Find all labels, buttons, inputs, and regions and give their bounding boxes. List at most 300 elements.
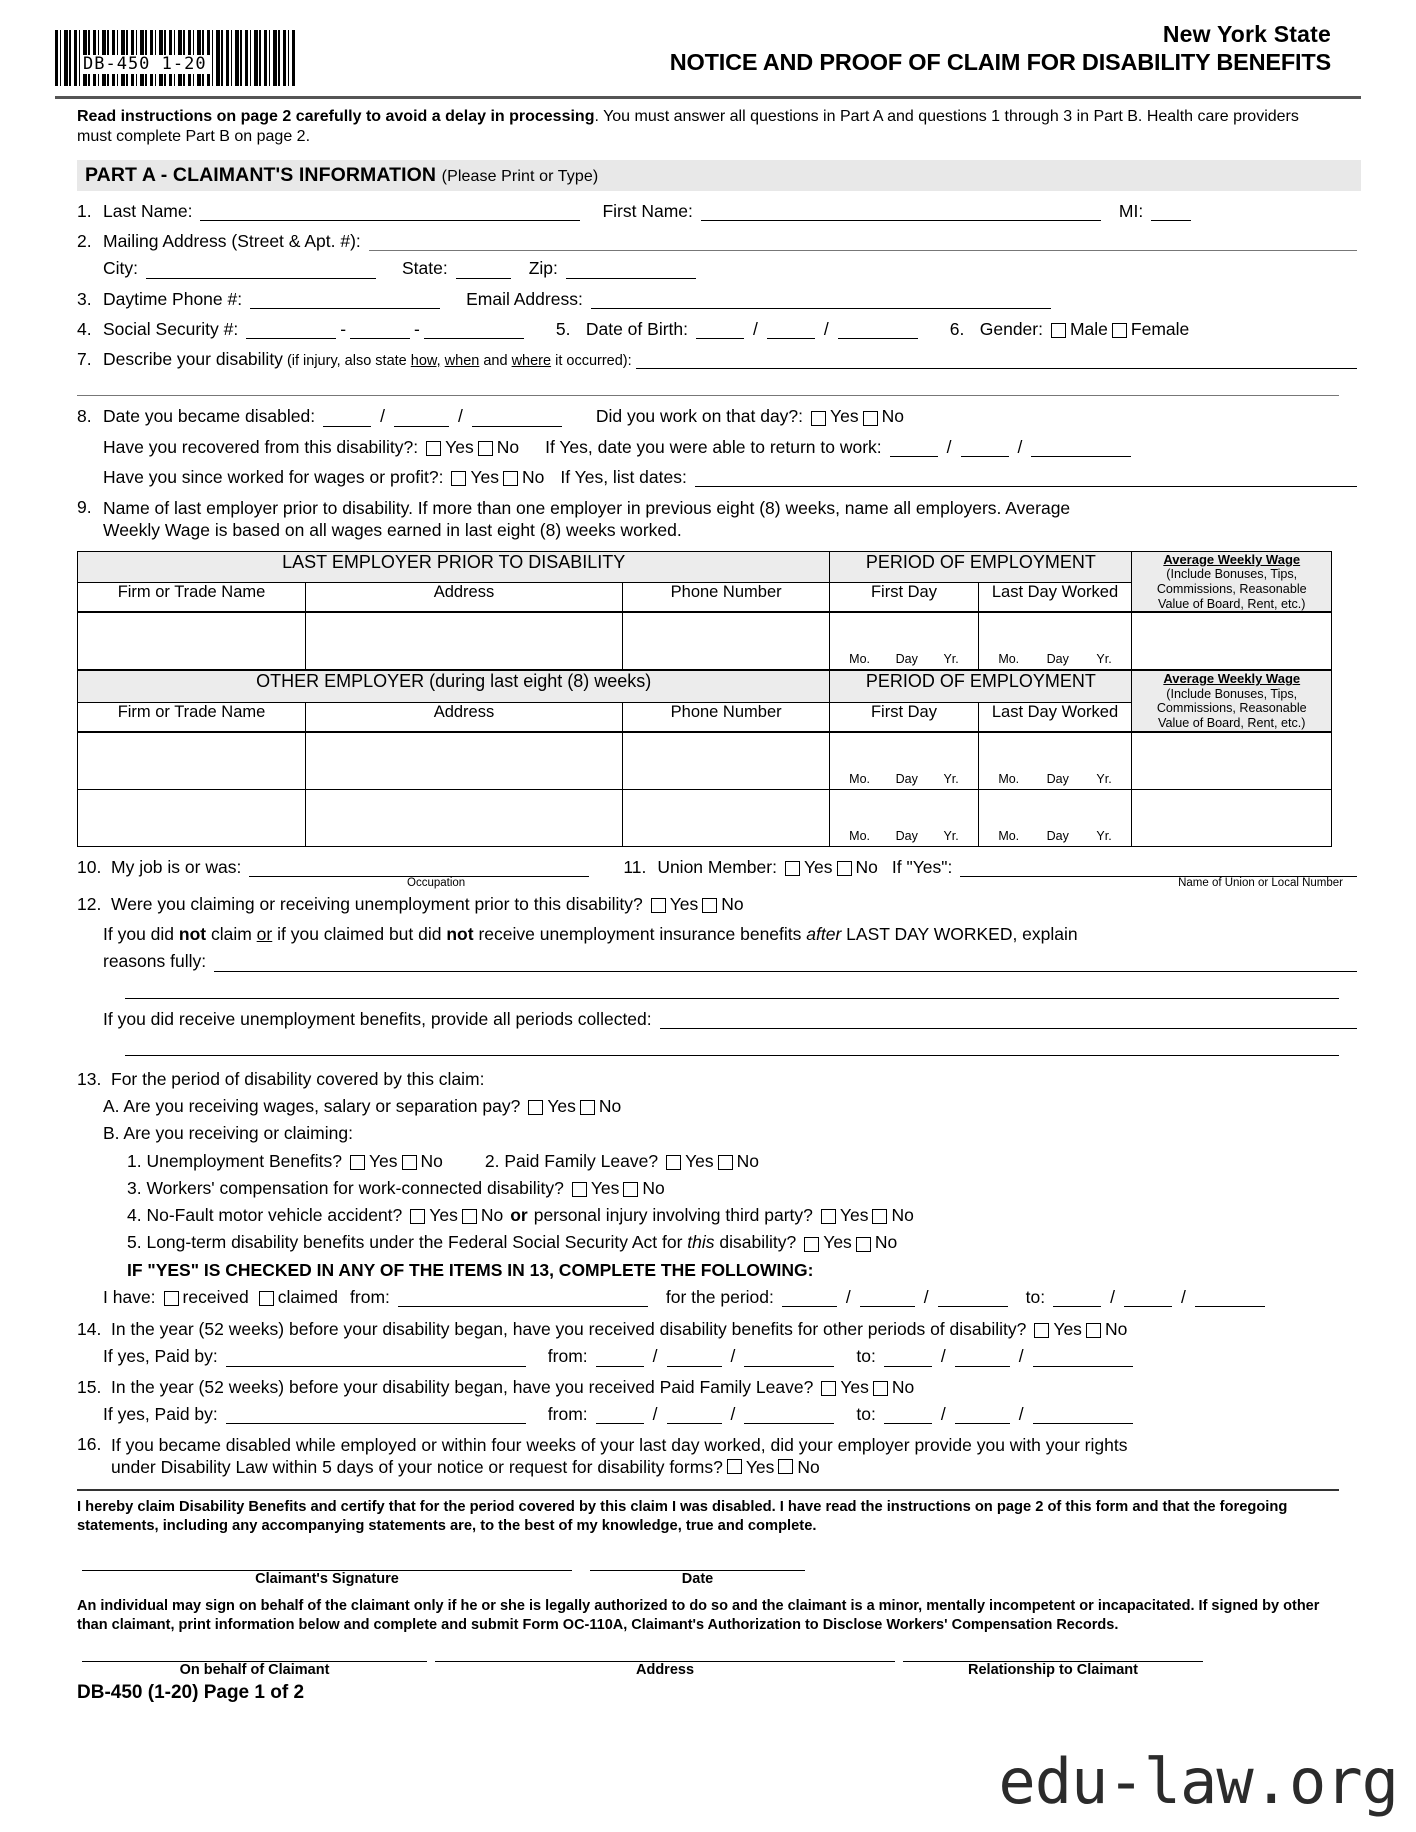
last-day-input-2[interactable] [978, 732, 1132, 790]
header-divider [55, 96, 1361, 99]
recovered-yes-checkbox[interactable] [426, 441, 441, 456]
q13b4b-yes-label: Yes [839, 1205, 869, 1226]
period-band-1: PERIOD OF EMPLOYMENT [830, 551, 1132, 583]
list-dates-label: If Yes, list dates: [560, 466, 687, 487]
phone-label: Daytime Phone #: [103, 288, 243, 309]
union-member-label: Union Member: [657, 856, 777, 877]
recovered-yes-label: Yes [445, 436, 474, 457]
occupation-label: My job is or was: [111, 856, 242, 877]
address-block[interactable] [435, 1661, 895, 1678]
q14-no-label: No [1104, 1319, 1128, 1340]
q13-to-day-input[interactable] [1124, 1289, 1172, 1307]
employer-table [77, 551, 1332, 847]
hint-when: when [444, 352, 480, 369]
union-name-caption: Name of Union or Local Number [1178, 876, 1343, 889]
form-id-footer: DB-450 (1-20) Page 1 of 2 [77, 1681, 305, 1703]
expl-c: if you claimed but did [272, 924, 447, 945]
date-disabled-month-input[interactable] [323, 409, 371, 427]
expl-b: claim [206, 924, 257, 945]
last-day-input-3[interactable] [978, 789, 1132, 846]
first-day-input-1[interactable] [830, 612, 978, 670]
question-14-row [77, 1320, 1361, 1339]
awe-l1-1: (Include Bonuses, Tips, [1166, 567, 1298, 582]
relationship-block[interactable] [903, 1661, 1203, 1678]
employer-table-row-1 [78, 612, 1332, 670]
gender-male-checkbox[interactable] [1051, 323, 1066, 338]
question-7-row [77, 350, 1361, 369]
q13b4-row [127, 1206, 1361, 1225]
q13b-label: B. Are you receiving or claiming: [103, 1123, 353, 1144]
last-employer-band: LAST EMPLOYER PRIOR TO DISABILITY [78, 551, 830, 583]
i-have-label: I have: [103, 1286, 156, 1307]
q3-number: 3. [77, 288, 92, 309]
ssn-label: Social Security #: [103, 318, 239, 339]
on-behalf-block[interactable] [82, 1661, 427, 1678]
mi-input[interactable] [1151, 203, 1191, 221]
q14-paid-by-label: If yes, Paid by: [103, 1346, 218, 1367]
question-2-row [77, 232, 1361, 251]
col-address-1: Address [306, 583, 623, 612]
yr-label: Yr. [943, 828, 959, 843]
union-yes-checkbox[interactable] [785, 861, 800, 876]
mo-label: Mo. [998, 828, 1020, 843]
q13a-no-checkbox[interactable] [580, 1100, 595, 1115]
q2-number: 2. [77, 231, 92, 252]
city-state-zip-row [103, 259, 1361, 278]
q15-from-day-input[interactable] [667, 1406, 722, 1424]
q13b2-no-checkbox[interactable] [718, 1155, 733, 1170]
q13b5-no-label: No [874, 1232, 898, 1253]
claimant-signature-label: Claimant's Signature [255, 1571, 399, 1588]
q14-from-day-input[interactable] [667, 1349, 722, 1367]
firm-input-1[interactable] [78, 612, 306, 670]
q10-number: 10. [77, 856, 102, 877]
mailing-address-label: Mailing Address (Street & Apt. #): [103, 231, 361, 252]
employer-table-row-3 [78, 789, 1332, 846]
dob-day-input[interactable] [767, 321, 815, 339]
periods-collected-input-2[interactable] [125, 1055, 1339, 1056]
dob-month-input[interactable] [696, 321, 744, 339]
claimant-signature-block[interactable] [82, 1570, 572, 1587]
recovered-label: Have you recovered from this disability?: [103, 436, 419, 457]
since-worked-label: Have you since worked for wages or profit?: [103, 466, 444, 487]
city-label: City: [103, 258, 138, 279]
certification-divider [77, 1489, 1339, 1491]
q13a-row [103, 1097, 1361, 1116]
return-year-input[interactable] [1031, 439, 1131, 457]
q15-paid-by-row: If yes, Paid by: from: / / to: / / [103, 1405, 1361, 1424]
captions-row [77, 877, 1361, 893]
recovered-no-checkbox[interactable] [478, 441, 493, 456]
instructions-text [77, 107, 1327, 148]
q13a-yes-checkbox[interactable] [528, 1100, 543, 1115]
reasons-fully-input-2[interactable] [125, 998, 1339, 999]
q9-line1: Name of last employer prior to disability. If more than one employer in previous eight (8) weeks, name all employers. Average [103, 498, 1071, 519]
address-input-1[interactable] [306, 612, 623, 670]
unemployment-prior-label: Were you claiming or receiving unemployment prior to this disability? [111, 893, 643, 914]
q6-number: 6. [949, 318, 965, 339]
last-name-input[interactable] [200, 203, 580, 221]
city-input[interactable] [146, 261, 376, 279]
q4-number: 4. [77, 318, 92, 339]
expl-not1: not [178, 924, 207, 945]
periods-collected-label: If you did receive unemployment benefits, provide all periods collected: [103, 1008, 652, 1029]
periods-collected-input-1[interactable] [660, 1011, 1357, 1029]
q13a-no-label: No [598, 1096, 622, 1117]
expl-a: If you did [103, 924, 179, 945]
on-behalf-row [77, 1661, 1361, 1678]
employer-table-band-row-2 [78, 670, 1332, 702]
average-weekly-wage-header-2 [1132, 670, 1332, 731]
occupation-caption: Occupation [407, 876, 466, 889]
col-phone-2: Phone Number [622, 702, 829, 731]
part-a-bar [77, 160, 1361, 191]
q13-from-label: from: [350, 1286, 390, 1307]
q13-period-day-input[interactable] [860, 1289, 915, 1307]
q15-from-label: from: [547, 1403, 588, 1424]
question-8-row: 8. Date you became disabled: / / Did you work on that day?: Yes No [77, 406, 904, 427]
q13b1-yes-checkbox[interactable] [350, 1155, 365, 1170]
state-label: State: [402, 258, 448, 279]
q13b5-yes-checkbox[interactable] [804, 1237, 819, 1252]
ssn-part1-input[interactable] [246, 321, 336, 339]
work-that-day-no-checkbox[interactable] [863, 411, 878, 426]
reasons-fully-input-1[interactable] [214, 954, 1357, 972]
first-day-input-3[interactable] [830, 789, 978, 846]
mo-label: Mo. [998, 771, 1020, 786]
q13b4-yes-label: Yes [429, 1205, 458, 1226]
q14-to-day-input[interactable] [955, 1349, 1010, 1367]
work-that-day-yes-checkbox[interactable] [811, 411, 826, 426]
q15-no-checkbox[interactable] [873, 1381, 888, 1396]
q13-period-month-input[interactable] [782, 1289, 837, 1307]
return-month-input[interactable] [890, 439, 938, 457]
q13-to-month-input[interactable] [1053, 1289, 1101, 1307]
q15-to-label: to: [856, 1403, 876, 1424]
q14-from-label: from: [547, 1346, 588, 1367]
q16-line1: If you became disabled while employed or within four weeks of your last day worked, did your employer provide you with your rights [111, 1435, 1128, 1456]
average-weekly-wage-header-1 [1132, 551, 1332, 612]
disability-desc-label: Describe your disability [103, 349, 283, 370]
q15-to-month-input[interactable] [884, 1406, 932, 1424]
col-firm-1: Firm or Trade Name [78, 583, 306, 612]
firm-input-2[interactable] [78, 732, 306, 790]
q14-yes-label: Yes [1053, 1319, 1082, 1340]
address-label: Address [635, 1661, 695, 1678]
q13b5-a: 5. Long-term disability benefits under the Federal Social Security Act for [127, 1232, 688, 1253]
q13b4-label: 4. No-Fault motor vehicle accident? [127, 1205, 403, 1226]
awe-l3-2: Value of Board, Rent, etc.) [1157, 716, 1306, 731]
address-input-2[interactable] [306, 732, 623, 790]
question-12-row [77, 895, 1361, 914]
firm-input-3[interactable] [78, 789, 306, 846]
relationship-label: Relationship to Claimant [968, 1661, 1138, 1678]
col-address-2: Address [306, 702, 623, 731]
expl-or: or [256, 924, 273, 945]
mo-label: Mo. [849, 828, 871, 843]
unemployment-prior-yes-checkbox[interactable] [651, 898, 666, 913]
q13-i-have-row: I have: received claimed from: for the period: / / to: / / [103, 1288, 1361, 1307]
on-behalf-label: On behalf of Claimant [179, 1661, 330, 1678]
first-day-input-2[interactable] [830, 732, 978, 790]
q7-number: 7. [77, 349, 92, 370]
last-day-mdy-3 [979, 829, 1132, 843]
employer-table-band-row-1 [78, 551, 1332, 583]
yr-label: Yr. [943, 771, 959, 786]
mailing-address-input[interactable] [369, 233, 1357, 251]
mi-label: MI: [1118, 200, 1144, 221]
gender-female-label: Female [1130, 318, 1190, 339]
q16-text [111, 1435, 1127, 1479]
q1-number: 1. [77, 200, 92, 221]
q12-periods-row [103, 1010, 1361, 1029]
part-a-subtitle: (Please Print or Type) [441, 167, 599, 185]
email-input[interactable] [591, 291, 1051, 309]
form-title: NOTICE AND PROOF OF CLAIM FOR DISABILITY BENEFITS [669, 49, 1331, 76]
gender-female-checkbox[interactable] [1112, 323, 1127, 338]
q13b1-no-checkbox[interactable] [402, 1155, 417, 1170]
cert-line1: I hereby claim Disability Benefits and certify that for the period covered by this claim I was disabled. I have read the instructions on page 2 of this form and that the foregoing [77, 1498, 1288, 1515]
last-day-mdy-1 [979, 652, 1132, 666]
q13b5-no-checkbox[interactable] [856, 1237, 871, 1252]
q15-number: 15. [77, 1376, 102, 1397]
q13b3-yes-checkbox[interactable] [572, 1182, 587, 1197]
q15-paid-by-label: If yes, Paid by: [103, 1403, 218, 1424]
q13b4b-yes-checkbox[interactable] [821, 1209, 836, 1224]
phone-input-1[interactable] [622, 612, 829, 670]
q14-yes-checkbox[interactable] [1034, 1323, 1049, 1338]
q16-number: 16. [77, 1434, 102, 1455]
q13b2-yes-checkbox[interactable] [666, 1155, 681, 1170]
address-input-3[interactable] [306, 789, 623, 846]
q15-to-year-input[interactable] [1033, 1406, 1133, 1424]
question-10-11-row [77, 858, 1361, 877]
certification-text [77, 1498, 1332, 1536]
q14-from-year-input[interactable] [744, 1349, 834, 1367]
q14-paid-by-input[interactable] [226, 1349, 526, 1367]
day-label: Day [1046, 828, 1069, 843]
list-dates-input[interactable] [695, 469, 1357, 487]
q13-to-label: to: [1025, 1286, 1046, 1307]
note-line2: other than claimant, print information below and complete and submit Form OC-110A, Claimant's Authorization to Disclose Workers' Compensation Records. [77, 1598, 1320, 1633]
q12-reasons-row [103, 952, 1361, 971]
q13b3-row [127, 1179, 1361, 1198]
since-worked-no-checkbox[interactable] [503, 471, 518, 486]
date-disabled-year-input[interactable] [472, 409, 562, 427]
q13b3-label: 3. Workers' compensation for work-connected disability? [127, 1177, 564, 1198]
q13b4b-no-checkbox[interactable] [872, 1209, 887, 1224]
signature-note [77, 1597, 1332, 1635]
page-header [0, 0, 1416, 92]
gender-male-label: Male [1069, 318, 1108, 339]
q16-no-label: No [797, 1457, 820, 1477]
col-phone-1: Phone Number [622, 583, 829, 612]
q13b-row [103, 1124, 1361, 1143]
awe-l2-2: Commissions, Reasonable [1156, 701, 1307, 716]
reasons-fully-label: reasons fully: [103, 951, 207, 972]
q14-from-month-input[interactable] [596, 1349, 644, 1367]
date-label: Date [681, 1571, 714, 1588]
q13b5-this: this [687, 1232, 715, 1253]
period-band-2: PERIOD OF EMPLOYMENT [830, 670, 1132, 702]
q14-to-month-input[interactable] [884, 1349, 932, 1367]
cert-line2: statements, including any accompanying statements are, to the best of my knowledge, true and complete. [77, 1517, 817, 1534]
day-label: Day [895, 771, 918, 786]
q15-yes-checkbox[interactable] [821, 1381, 836, 1396]
q15-label: In the year (52 weeks) before your disability began, have you received Paid Family Leave? [111, 1376, 814, 1397]
q13a-label: A. Are you receiving wages, salary or separation pay? [103, 1096, 521, 1117]
since-worked-no-label: No [522, 466, 545, 487]
work-that-day-yes-label: Yes [830, 406, 859, 427]
received-checkbox[interactable] [164, 1291, 179, 1306]
q8-number: 8. [77, 406, 92, 427]
union-no-checkbox[interactable] [837, 861, 852, 876]
claimed-checkbox[interactable] [259, 1291, 274, 1306]
awe-title-1: Average Weekly Wage [1163, 551, 1301, 567]
since-worked-yes-label: Yes [470, 466, 500, 487]
occupation-input[interactable] [249, 859, 589, 877]
part-a-title: PART A - CLAIMANT'S INFORMATION [85, 163, 437, 186]
yr-label: Yr. [1096, 828, 1112, 843]
day-label: Day [895, 828, 918, 843]
mo-label: Mo. [998, 652, 1020, 667]
q14-no-checkbox[interactable] [1086, 1323, 1101, 1338]
q14-paid-by-row: If yes, Paid by: from: / / to: / / [103, 1347, 1361, 1366]
date-disabled-label: Date you became disabled: [103, 406, 316, 427]
awe-l2-1: Commissions, Reasonable [1156, 582, 1307, 597]
day-label: Day [895, 652, 918, 667]
q13b3-no-checkbox[interactable] [623, 1182, 638, 1197]
q16-no-checkbox[interactable] [778, 1459, 793, 1474]
q15-to-day-input[interactable] [955, 1406, 1010, 1424]
union-no-label: No [855, 856, 878, 877]
first-name-label: First Name: [602, 200, 693, 221]
phone-input[interactable] [250, 291, 440, 309]
last-day-input-1[interactable] [978, 612, 1132, 670]
q13b1-label: 1. Unemployment Benefits? [127, 1150, 342, 1171]
state-input[interactable] [456, 261, 511, 279]
first-day-mdy-1 [830, 652, 977, 666]
q5-number: 5. [555, 318, 571, 339]
q12-number: 12. [77, 893, 102, 914]
col-first-day-1: First Day [830, 583, 978, 612]
hint-part-a: (if injury, also state [286, 352, 411, 369]
q13-period-year-input[interactable] [938, 1289, 1008, 1307]
q12-explain-row [103, 925, 1361, 944]
q13b2-label: 2. Paid Family Leave? [484, 1150, 659, 1171]
q15-paid-by-input[interactable] [226, 1406, 526, 1424]
zip-input[interactable] [566, 261, 696, 279]
hint-and: and [479, 352, 512, 369]
q16-line2: under Disability Law within 5 days of your notice or request for disability forms? [111, 1457, 723, 1477]
q13-from-input[interactable] [398, 1289, 648, 1307]
q14-label: In the year (52 weeks) before your disability began, have you received disability benefits for other periods of disability? [111, 1319, 1027, 1340]
expl-d: receive unemployment insurance benefits [473, 924, 807, 945]
q16-yes-checkbox[interactable] [727, 1459, 742, 1474]
col-last-day-1: Last Day Worked [978, 583, 1132, 612]
q13b3-yes-label: Yes [590, 1177, 620, 1198]
q13b5-b: disability? [714, 1232, 797, 1253]
gender-label: Gender: [979, 318, 1043, 339]
q13b4-or: or [510, 1205, 528, 1226]
unemployment-prior-no-label: No [721, 893, 744, 914]
hint-part-b: it occurred): [551, 352, 632, 369]
q13b2-yes-label: Yes [685, 1150, 714, 1171]
last-day-mdy-2 [979, 772, 1132, 786]
q13b4-no-checkbox[interactable] [462, 1209, 477, 1224]
first-day-mdy-3 [830, 829, 977, 843]
union-name-input[interactable] [960, 859, 1357, 877]
hint-how: how, [410, 352, 441, 369]
last-name-label: Last Name: [103, 200, 193, 221]
ssn-part2-input[interactable] [350, 321, 410, 339]
q12-explain-text [103, 925, 1078, 944]
date-block[interactable] [590, 1570, 805, 1587]
q13b4b-no-label: No [891, 1205, 914, 1226]
q9-line2: Weekly Wage is based on all wages earned in last eight (8) weeks worked. [103, 519, 682, 540]
received-label: received [182, 1286, 249, 1307]
recovered-no-label: No [496, 436, 520, 457]
date-disabled-day-input[interactable] [394, 409, 449, 427]
disability-desc-input-1[interactable] [636, 351, 1357, 369]
dob-year-input[interactable] [838, 321, 918, 339]
zip-label: Zip: [528, 258, 558, 279]
q9-number: 9. [77, 497, 92, 518]
disability-desc-input-2[interactable] [77, 395, 1339, 396]
question-4-5-6-row: 4. Social Security #: - - 5. Date of Birth: / / 6. Gender: Male Female [77, 318, 1190, 339]
q13-to-year-input[interactable] [1195, 1289, 1265, 1307]
other-employer-band: OTHER EMPLOYER (during last eight (8) weeks) [78, 670, 830, 702]
col-first-day-2: First Day [830, 702, 978, 731]
q15-no-label: No [891, 1376, 915, 1397]
question-3-row [77, 290, 1361, 309]
awe-l1-2: (Include Bonuses, Tips, [1166, 686, 1298, 701]
wage-input-1[interactable] [1132, 612, 1332, 670]
col-last-day-2: Last Day Worked [978, 702, 1132, 731]
unemployment-prior-no-checkbox[interactable] [702, 898, 717, 913]
wage-input-3[interactable] [1132, 789, 1332, 846]
q13-for-period-label: for the period: [665, 1286, 774, 1307]
employer-table-row-2 [78, 732, 1332, 790]
signature-row [77, 1570, 1361, 1587]
q13b4-yes-checkbox[interactable] [410, 1209, 425, 1224]
q14-number: 14. [77, 1319, 102, 1340]
q13b3-no-label: No [642, 1177, 665, 1198]
q15-from-year-input[interactable] [744, 1406, 834, 1424]
col-firm-2: Firm or Trade Name [78, 702, 306, 731]
q13b2-no-label: No [736, 1150, 760, 1171]
yr-label: Yr. [1096, 771, 1112, 786]
union-yes-label: Yes [803, 856, 833, 877]
q14-to-label: to: [856, 1346, 876, 1367]
q15-from-month-input[interactable] [596, 1406, 644, 1424]
first-name-input[interactable] [701, 203, 1101, 221]
q14-to-year-input[interactable] [1033, 1349, 1133, 1367]
yr-label: Yr. [943, 652, 959, 667]
barcode-label: DB-450 1-20 [80, 55, 210, 74]
since-worked-yes-checkbox[interactable] [451, 471, 466, 486]
return-day-input[interactable] [961, 439, 1009, 457]
work-that-day-no-label: No [881, 406, 904, 427]
question-15-row [77, 1378, 1361, 1397]
phone-input-2[interactable] [622, 732, 829, 790]
return-to-work-label: If Yes, date you were able to return to work: [545, 436, 882, 457]
wage-input-2[interactable] [1132, 732, 1332, 790]
email-label: Email Address: [466, 288, 583, 309]
ssn-part3-input[interactable] [424, 321, 524, 339]
phone-input-3[interactable] [622, 789, 829, 846]
q13b4-no-label: No [480, 1205, 504, 1226]
